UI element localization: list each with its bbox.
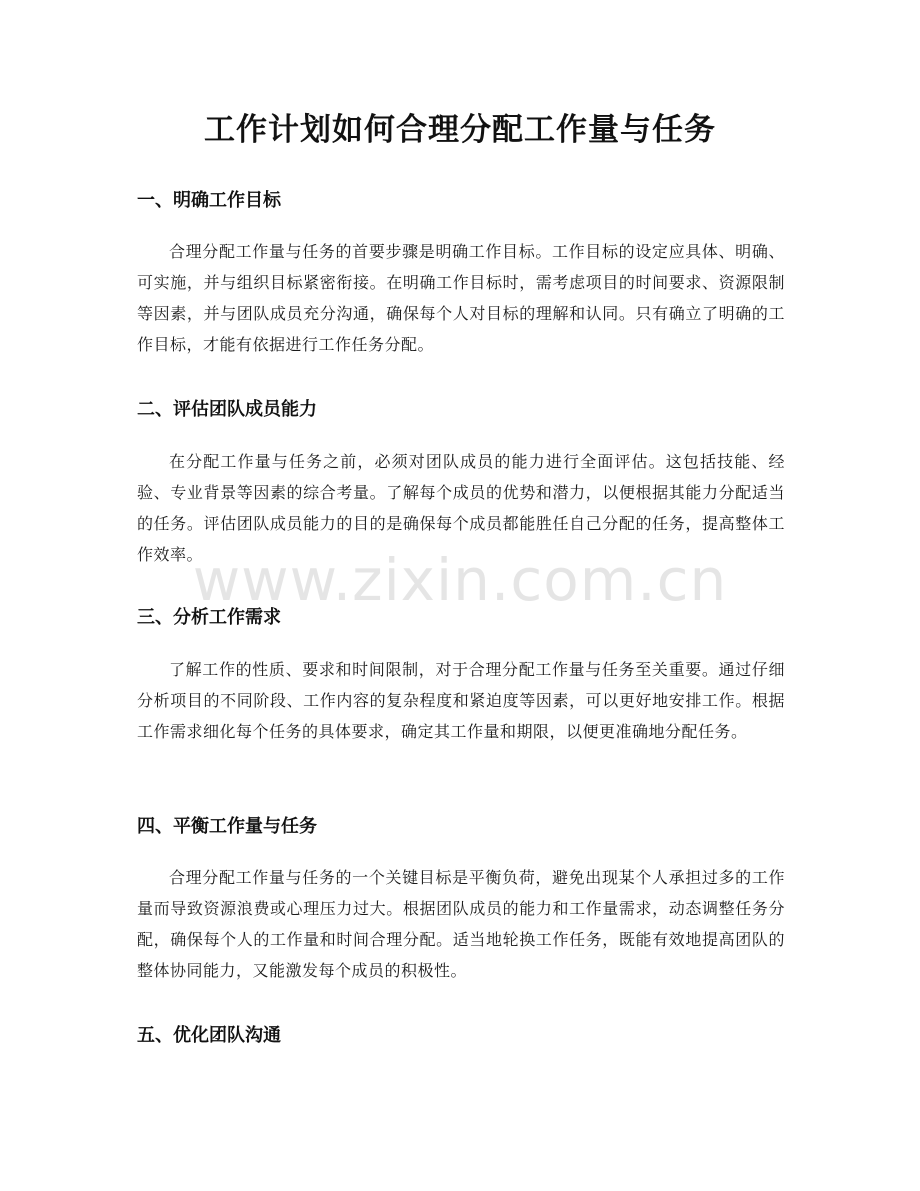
section-heading-2: 二、评估团队成员能力 [137,399,317,420]
watermark: www.zixin.com.cn [192,546,728,614]
section-heading-1: 一、明确工作目标 [137,190,281,211]
section-paragraph-1: 合理分配工作量与任务的首要步骤是明确工作目标。工作目标的设定应具体、明确、可实施，并与组织目标紧密衔接。在明确工作目标时，需考虑项目的时间要求、资源限制等因素，并与团队成员充分沟通，确保每个人对目标的理解和认同。只有确立了明确的工作目标，才能有依据进行工作任务分配。 [137,242,785,354]
section-heading-5: 五、优化团队沟通 [137,1025,281,1046]
section-paragraph-2: 在分配工作量与任务之前，必须对团队成员的能力进行全面评估。这包括技能、经验、专业背景等因素的综合考量。了解每个成员的优势和潜力，以便根据其能力分配适当的任务。评估团队成员能力的目的是确保每个成员都能胜任自己分配的任务，提高整体工作效率。 [137,452,785,564]
section-heading-4: 四、平衡工作量与任务 [137,816,317,837]
page-title: 工作计划如何合理分配工作量与任务 [204,112,716,148]
section-heading-3: 三、分析工作需求 [137,607,281,628]
section-paragraph-4: 合理分配工作量与任务的一个关键目标是平衡负荷，避免出现某个人承担过多的工作量而导致资源浪费或心理压力过大。根据团队成员的能力和工作量需求，动态调整任务分配，确保每个人的工作量和时间合理分配。适当地轮换工作任务，既能有效地提高团队的整体协同能力，又能激发每个成员的积极性。 [137,868,785,980]
section-paragraph-3: 了解工作的性质、要求和时间限制，对于合理分配工作量与任务至关重要。通过仔细分析项目的不同阶段、工作内容的复杂程度和紧迫度等因素，可以更好地安排工作。根据工作需求细化每个任务的具体要求，确定其工作量和期限，以便更准确地分配任务。 [137,660,785,741]
